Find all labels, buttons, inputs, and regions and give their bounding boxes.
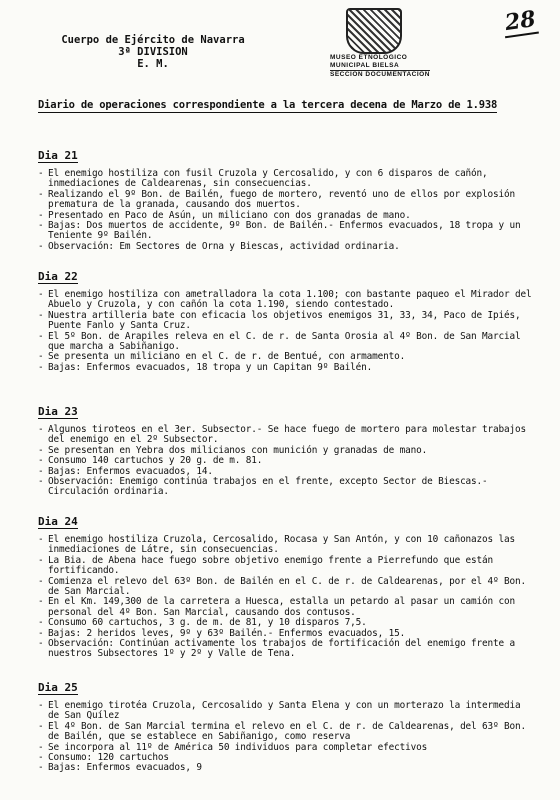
entry-item: - Comienza el relevo del 63º Bon. de Bailén en el C. de r. de Caldearenas, por el 4º Bon. de San Marcial. [36,577,536,598]
day-heading: Dia 21 [38,149,78,162]
entry-item: - Bajas: Dos muertos de accidente, 9º Bon. de Bailén.- Enfermos evacuados, 18 tropa y un Teniente 9º Bailén. [36,221,536,242]
stamp-line-1: MUSEO ETNOLOGICO [330,54,408,61]
entry-item: - El enemigo hostiliza con ametralladora la cota 1.100; con bastante paqueo el Mirador del Abuelo y Cruzola, y con cañón la cota 1.190, siendo contestado. [36,290,536,311]
org-line-3: E. M. [137,58,169,70]
crest-icon [346,8,402,54]
day-section [36,676,536,774]
day-section [36,144,536,252]
org-line-2: 3ª DIVISION [118,46,188,58]
entry-item: - Realizando el 9º Bon. de Bailén, fuego de mortero, reventó uno de ellos por explosión prematura de la granada, causando dos muertos. [36,190,536,211]
entry-item: - El enemigo tirotéa Cruzola, Cercosalido y Santa Elena y con un morterazo la intermedia de San Quílez [36,701,536,722]
entry-item: - Observación: Continúan activamente los trabajos de fortificación del enemigo frente a nuestros Subsectores 1º y 2º y Valle de Tena. [36,639,536,660]
issuing-unit-header [38,34,268,70]
day-section [36,265,536,373]
entry-item: - Algunos tiroteos en el 3er. Subsector.- Se hace fuego de mortero para molestar trabajos del enemigo en el 2º Subsector. [36,425,536,446]
entry-item: - Bajas: Enfermos evacuados, 14. [36,467,536,477]
entry-item: - Se presenta un miliciano en el C. de r. de Bentué, con armamento. [36,352,536,362]
entry-item: - Consumo 60 cartuchos, 3 g. de m. de 81, y 10 disparos 7,5. [36,618,536,628]
entry-item: - Observación: Enemigo continúa trabajos en el frente, excepto Sector de Biescas.- Circulación ordinaria. [36,477,536,498]
entry-item: - Consumo: 120 cartuchos [36,753,536,763]
page-number: 28 [503,5,538,37]
entry-item: - La Bia. de Abena hace fuego sobre objetivo enemigo frente a Pierrefundo que están fortificando. [36,556,536,577]
entry-item: - Se incorpora al 11º de América 50 individuos para completar efectivos [36,743,536,753]
entry-item: - Bajas: Enfermos evacuados, 9 [36,763,536,773]
day-section [36,400,536,498]
entry-item: - Observación: Em Sectores de Orna y Biescas, actividad ordinaria. [36,242,536,252]
entry-item: - Bajas: 2 heridos leves, 9º y 63º Bailén.- Enfermos evacuados, 15. [36,629,536,639]
day-heading: Dia 23 [38,405,78,418]
museum-stamp [330,8,480,82]
entry-item: - En el Km. 149,300 de la carretera a Huesca, estalla un petardo al pasar un camión con personal del 4º Bon. San Marcial, causando dos contusos. [36,597,536,618]
org-line-1: Cuerpo de Ejército de Navarra [61,34,245,46]
entry-item: - Bajas: Enfermos evacuados, 18 tropa y un Capitan 9º Bailén. [36,363,536,373]
entry-item: - El 5º Bon. de Arapiles releva en el C. de r. de Santa Orosia al 4º Bon. de San Marcial que marcha a Sabiñanigo. [36,332,536,353]
day-heading: Dia 24 [38,515,78,528]
entry-item: - Consumo 140 cartuchos y 20 g. de m. 81. [36,456,536,466]
entry-item: - Se presentan en Yebra dos milicianos con munición y granadas de mano. [36,446,536,456]
document-title: Diario de operaciones correspondiente a la tercera decena de Marzo de 1.938 [38,99,498,111]
stamp-line-3: SECCION DOCUMENTACION [330,71,430,78]
entry-item: - Nuestra artilleria bate con eficacia los objetivos enemigos 31, 33, 34, Paco de Ipiés, Puente Fanlo y Santa Cruz. [36,311,536,332]
day-section [36,510,536,660]
entry-item: - El enemigo hostiliza Cruzola, Cercosalido, Rocasa y San Antón, y con 10 cañonazos las inmediaciones de Látre, sin consecuencias. [36,535,536,556]
entry-item: - El enemigo hostiliza con fusil Cruzola y Cercosalido, y con 6 disparos de cañón, inmediaciones de Caldearenas, sin consecuencias. [36,169,536,190]
day-heading: Dia 22 [38,270,78,283]
entry-item: - Presentado en Paco de Asún, un miliciano con dos granadas de mano. [36,211,536,221]
stamp-line-2: MUNICIPAL BIELSA [330,62,400,69]
entry-item: - El 4º Bon. de San Marcial termina el relevo en el C. de r. de Caldearenas, del 63º Bon. de Bailén, que se establece en Sabiñanigo, como reserva [36,722,536,743]
day-heading: Dia 25 [38,681,78,694]
